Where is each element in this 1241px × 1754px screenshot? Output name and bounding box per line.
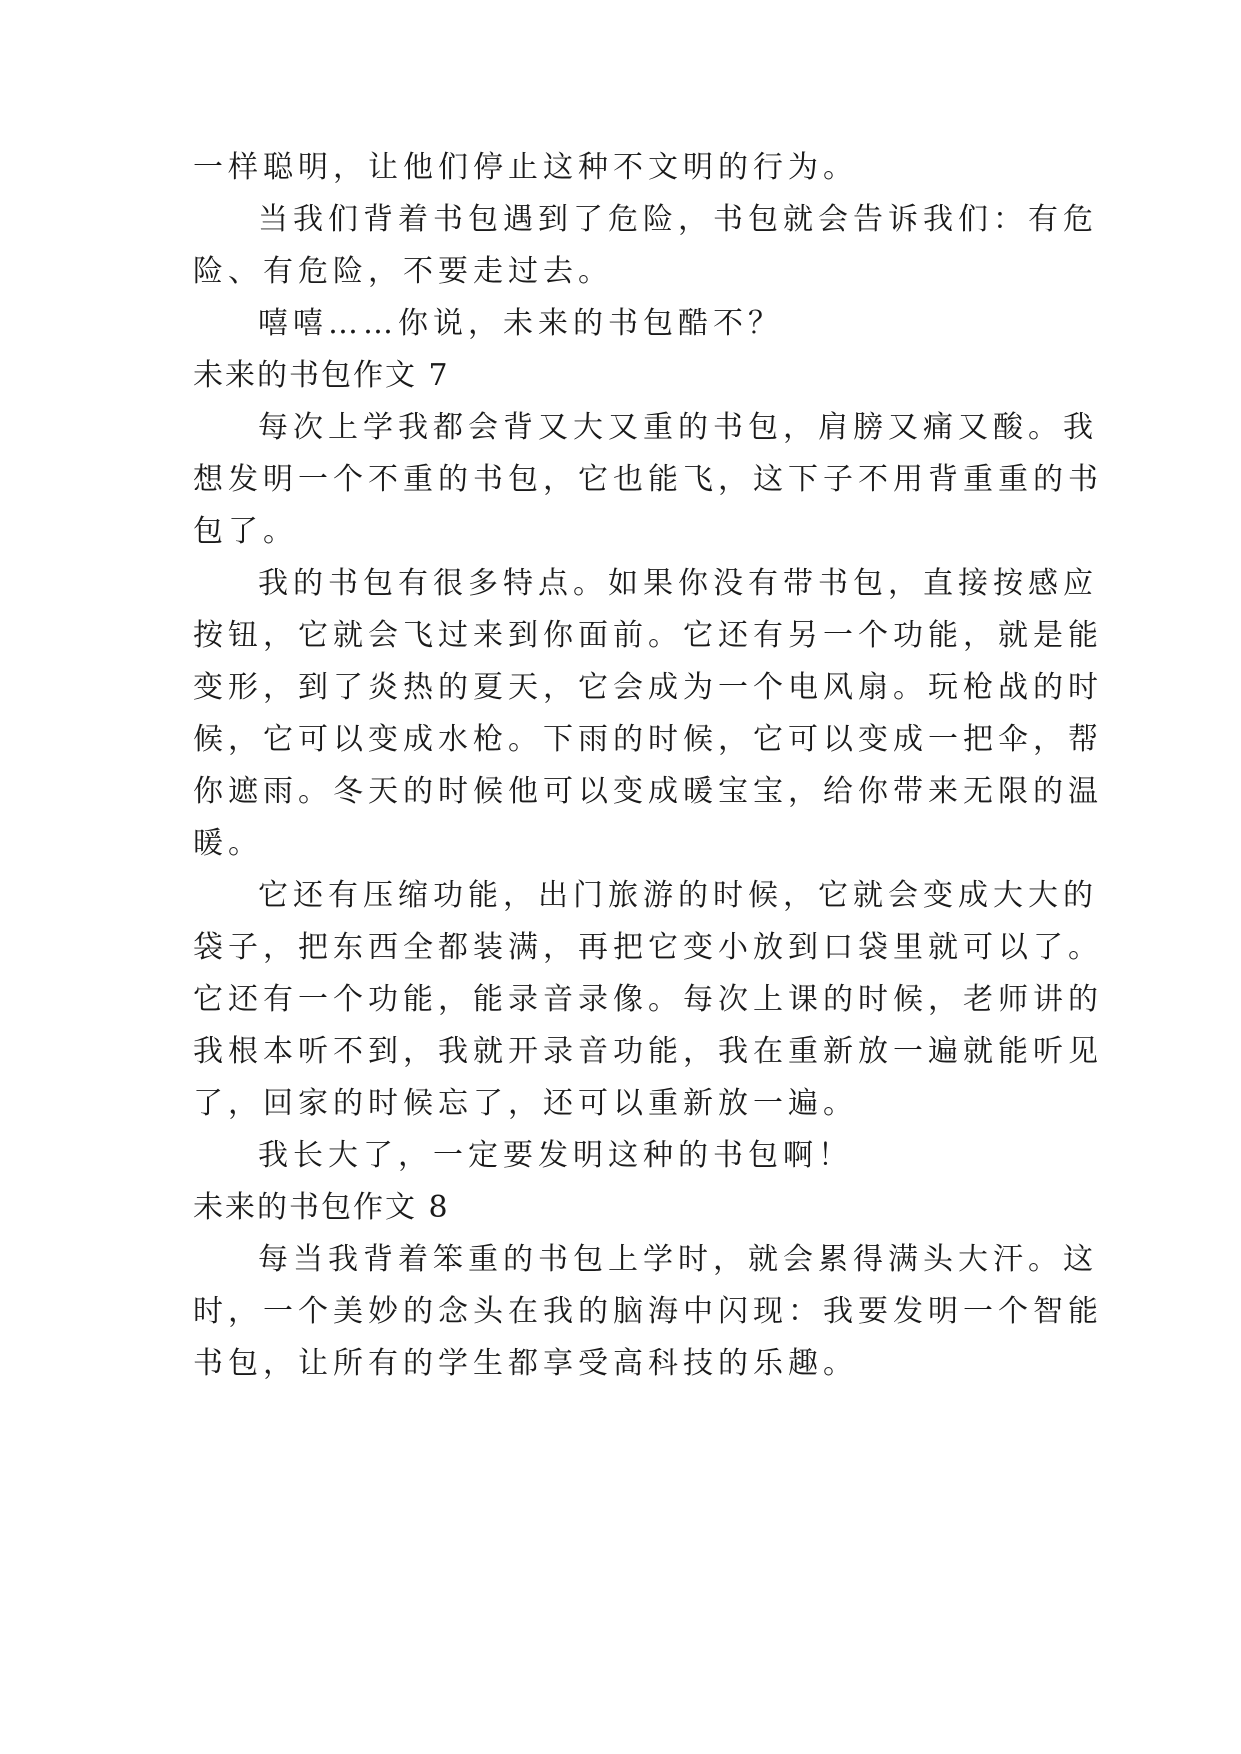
text-line: 包了。 <box>193 514 298 549</box>
text-line: 你遮雨。冬天的时候他可以变成暖宝宝，给你带来无限的温 <box>193 774 1103 809</box>
text-line: 候，它可以变成水枪。下雨的时候，它可以变成一把伞，帮 <box>193 722 1103 757</box>
text-line: 险、有危险，不要走过去。 <box>193 254 613 289</box>
text-line: 我根本听不到，我就开录音功能，我在重新放一遍就能听见 <box>193 1034 1103 1069</box>
section-heading: 未来的书包作文 8 <box>193 1190 450 1225</box>
text-line: 变形，到了炎热的夏天，它会成为一个电风扇。玩枪战的时 <box>193 670 1103 705</box>
paragraph-first-line: 当我们背着书包遇到了危险，书包就会告诉我们：有危 <box>258 202 1098 237</box>
text-line: 了，回家的时候忘了，还可以重新放一遍。 <box>193 1086 858 1121</box>
text-line: 它还有一个功能，能录音录像。每次上课的时候，老师讲的 <box>193 982 1103 1017</box>
paragraph-first-line: 我长大了，一定要发明这种的书包啊！ <box>258 1138 853 1173</box>
text-line: 一样聪明，让他们停止这种不文明的行为。 <box>193 150 858 185</box>
text-line: 时，一个美妙的念头在我的脑海中闪现：我要发明一个智能 <box>193 1294 1103 1329</box>
paragraph-first-line: 我的书包有很多特点。如果你没有带书包，直接按感应 <box>258 566 1098 601</box>
text-line: 暖。 <box>193 826 263 861</box>
paragraph-first-line: 每次上学我都会背又大又重的书包，肩膀又痛又酸。我 <box>258 410 1098 445</box>
text-line: 书包，让所有的学生都享受高科技的乐趣。 <box>193 1346 858 1381</box>
text-line: 按钮，它就会飞过来到你面前。它还有另一个功能，就是能 <box>193 618 1103 653</box>
paragraph-first-line: 嘻嘻……你说，未来的书包酷不？ <box>258 306 783 341</box>
text-line: 想发明一个不重的书包，它也能飞，这下子不用背重重的书 <box>193 462 1103 497</box>
paragraph-first-line: 每当我背着笨重的书包上学时，就会累得满头大汗。这 <box>258 1242 1098 1277</box>
text-line: 袋子，把东西全都装满，再把它变小放到口袋里就可以了。 <box>193 930 1103 965</box>
paragraph-first-line: 它还有压缩功能，出门旅游的时候，它就会变成大大的 <box>258 878 1098 913</box>
section-heading: 未来的书包作文 7 <box>193 358 450 393</box>
